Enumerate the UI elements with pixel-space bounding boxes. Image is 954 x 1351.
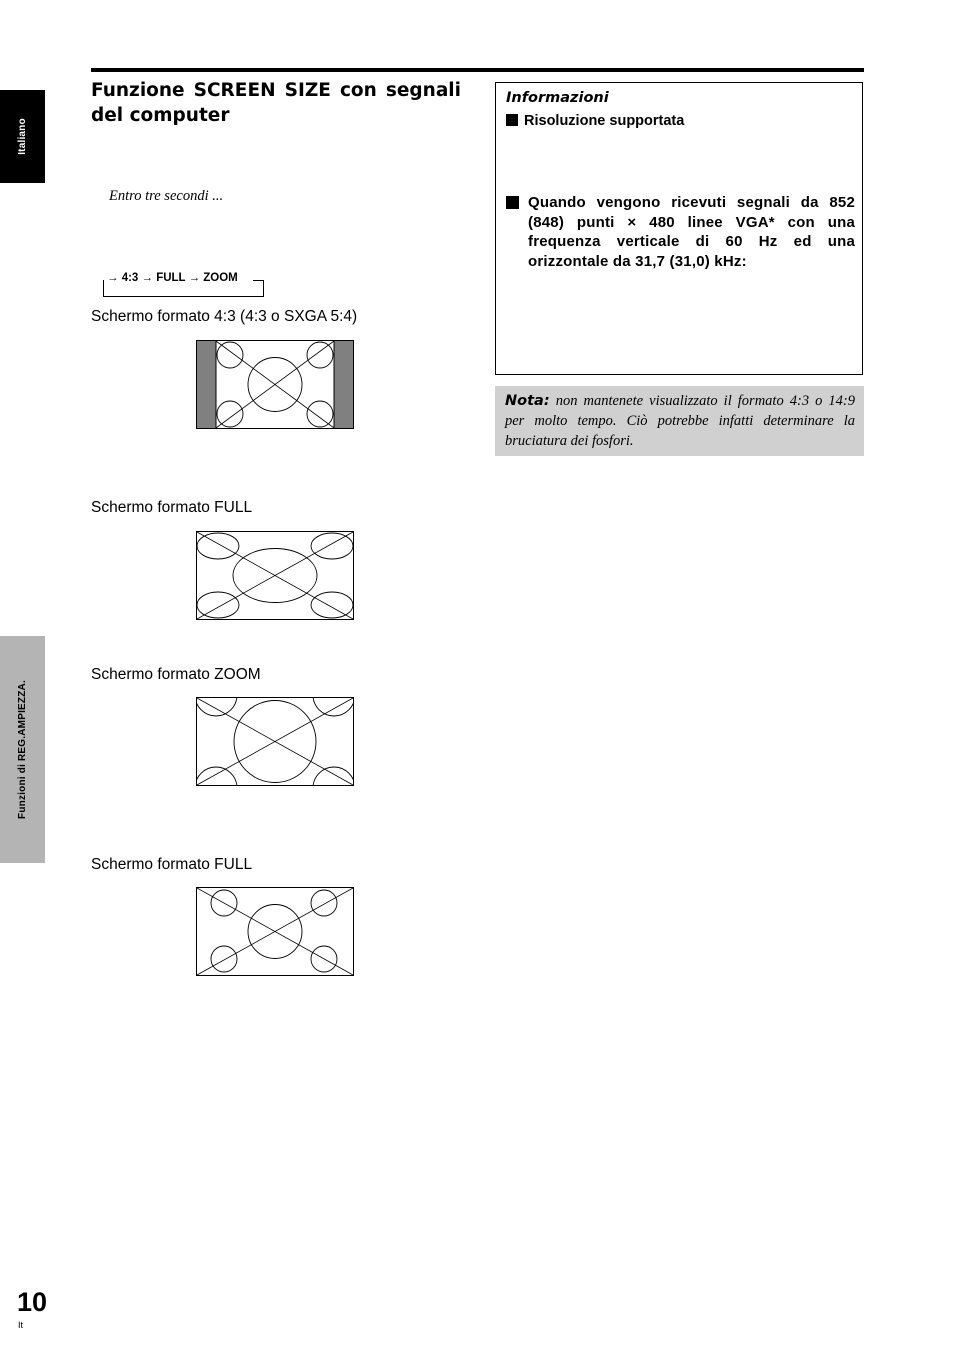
page-number: 10	[17, 1287, 48, 1317]
page-language-code: It	[18, 1320, 24, 1330]
screen-diagram-full	[196, 531, 354, 620]
info-item-resolution	[506, 113, 684, 129]
screen-label-full: Schermo formato FULL	[91, 499, 253, 516]
info-box	[495, 82, 863, 375]
square-bullet-icon	[506, 196, 519, 209]
within-seconds-text: Entro tre secondi ...	[109, 188, 224, 204]
section-tab-label: Funzioni di REG.AMPIEZZA.	[17, 680, 29, 819]
language-tab	[0, 90, 45, 183]
top-rule	[91, 68, 864, 72]
language-tab-label: Italiano	[16, 118, 28, 155]
screen-label-43: Schermo formato 4:3 (4:3 o SXGA 5:4)	[91, 308, 358, 325]
info-item-vga-text: Quando vengono ricevuti segnali da 852 (848) punti × 480 linee VGA* con una frequenza verticale di 60 Hz ed una orizzontale da 31,7 (31,0) kHz:	[528, 194, 855, 270]
info-item-vga	[506, 193, 855, 271]
section-tab	[0, 636, 45, 863]
page-title: Funzione SCREEN SIZE con segnali del computer	[91, 80, 461, 126]
note-box	[495, 386, 864, 456]
note-text: non mantenete visualizzato il formato 4:3 o 14:9 per molto tempo. Ciò potrebbe infatti determinare la bruciatura dei fosfori.	[505, 393, 856, 449]
mode-cycle-text: → 4:3 → FULL → ZOOM	[107, 272, 238, 284]
screen-label-full-vga: Schermo formato FULL	[91, 856, 253, 873]
screen-diagram-43	[196, 340, 354, 429]
screen-diagram-zoom	[196, 697, 354, 786]
info-item-resolution-text: Risoluzione supportata	[524, 113, 685, 129]
screen-diagram-full-vga	[196, 887, 354, 976]
note-label: Nota:	[505, 393, 550, 409]
screen-label-zoom: Schermo formato ZOOM	[91, 666, 261, 683]
info-title: Informazioni	[506, 90, 609, 106]
square-bullet-icon	[506, 114, 518, 126]
mode-cycle-diagram	[103, 270, 264, 297]
